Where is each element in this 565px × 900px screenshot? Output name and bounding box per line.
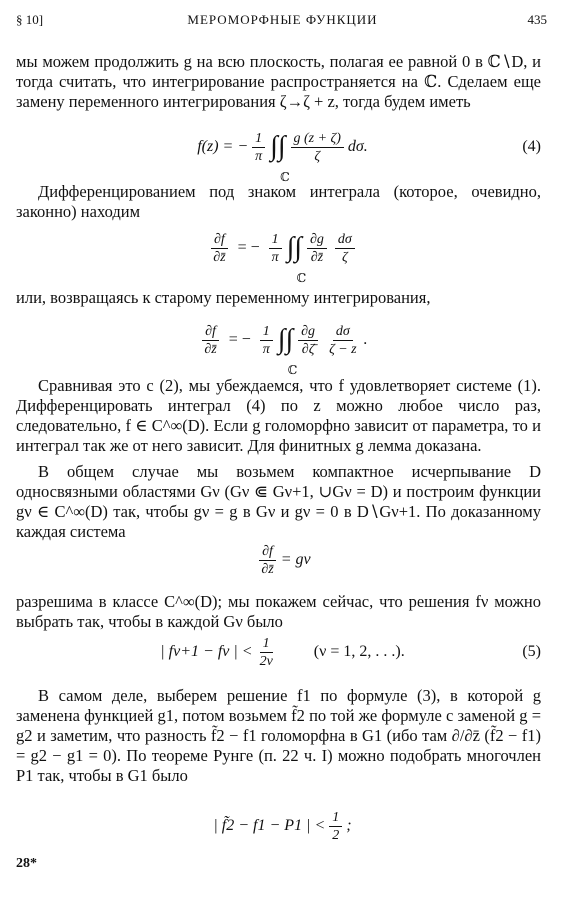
equation-number-4: (4): [522, 138, 541, 155]
formula-4-fraction: $\frac{g (z + \zeta)}{\zeta}$: [291, 130, 344, 165]
page-number: 435: [527, 12, 547, 27]
signature-mark: 28*: [16, 856, 37, 871]
paragraph-4: Сравнивая это с (2), мы убеждаемся, что f удовлетворяет системе (1). Дифференцировать интеграл (4) по z можно любое число раз, следовательно, f ∈ C^∞(D). Если g голоморфно зависит от параметра, то и интеграл так же от него зависит. Для финитных g лемма доказана.: [16, 376, 541, 455]
formula-4-integral: ∫∫ ℂ: [270, 131, 290, 184]
formula-c-rhs: = gν: [280, 551, 311, 568]
formula-5-condition: (ν = 1, 2, . . .).: [313, 643, 405, 660]
formula-a-integral: ∫∫ ℂ: [286, 232, 307, 285]
formula-5-lhs: | fν+1 − fν | <: [160, 643, 253, 660]
formula-6-tail: ;: [346, 817, 352, 834]
formula-5: [0, 632, 565, 672]
formula-a-frac2: $\frac{d\sigma}{\zeta}$: [335, 231, 355, 266]
formula-b-coef: $\frac{1}{\pi}$: [260, 323, 273, 358]
paragraph-7: В самом деле, выберем решение f1 по формуле (3), в которой g заменена функцией g1, потом возьмем f̃2 по той же формуле с заменой g = g2 и заметим, что разность f̃2 − f1 голоморфна в G1 (ибо там ∂/∂z̄ (f̃2 − f1) = g2 − g1 = 0). По теореме Рунге (п. 22 ч. I) можно подобрать многочлен P1 так, чтобы в G1 было: [16, 686, 541, 785]
formula-a-coef: $\frac{1}{\pi}$: [269, 231, 282, 266]
formula-b-frac1: $\frac{\partial g}{\partial\zetā}$: [298, 323, 318, 358]
formula-runge: [0, 806, 565, 846]
formula-4-lhs: f(z) = −: [197, 138, 249, 155]
formula-4: [0, 122, 565, 184]
formula-derivative-b: [0, 314, 565, 377]
paragraph-3: или, возвращаясь к старому переменному интегрирования,: [16, 288, 431, 307]
formula-4-coef: $\frac{1}{\pi}$: [252, 130, 265, 165]
formula-6-lhs: | f̃2 − f1 − P1 | <: [213, 817, 326, 834]
formula-a-frac1: $\frac{\partial g}{\partial z̄}$: [307, 231, 327, 266]
formula-a-lhs: $\frac{\partial f}{\partial z̄}$: [210, 231, 228, 266]
formula-c-lhs: $\frac{\partial f}{\partial z̄}$: [258, 543, 276, 578]
paragraph-6: разрешима в классе C^∞(D); мы покажем сейчас, что решения fν можно выбрать так, чтобы в каждой Gν было: [16, 592, 541, 631]
formula-5-bound: $\frac{1}{2\nu}$: [259, 635, 273, 669]
formula-a-eq: = −: [237, 239, 260, 256]
equation-number-5: (5): [522, 643, 541, 660]
formula-6-bound: $\frac{1}{2}$: [329, 809, 342, 844]
running-title: МЕРОМОРФНЫЕ ФУНКЦИИ: [187, 12, 378, 27]
paragraph-5: В общем случае мы возьмем компактное исчерпывание D односвязными областями Gν (Gν ⋐ Gν+1, ∪Gν = D) и построим функции gν ∈ C^∞(D) так, чтобы gν = g в Gν и gν = 0 в D∖Gν+1. По доказанному каждая система: [16, 462, 541, 541]
formula-b-frac2: $\frac{d\sigma}{\zeta - z}$: [329, 323, 357, 357]
formula-derivative-a: [0, 222, 565, 285]
paragraph-2: Дифференцированием под знаком интеграла (которое, очевидно, законно) находим: [16, 182, 541, 221]
formula-b-lhs: $\frac{\partial f}{\partial z̄}$: [201, 323, 219, 358]
formula-b-tail: .: [363, 331, 368, 348]
paragraph-1: мы можем продолжить g на всю плоскость, полагая ее равной 0 в ℂ∖D, и тогда считать, что интегрирование распространяется на ℂ. Сделаем еще замену переменного интегрирования ζ→ζ + z, тогда будем иметь: [16, 52, 541, 111]
formula-system: [0, 540, 565, 580]
section-marker: § 10]: [16, 12, 44, 27]
formula-b-eq: = −: [228, 331, 251, 348]
formula-4-tail: dσ.: [347, 138, 368, 155]
formula-b-integral: ∫∫ ℂ: [277, 324, 298, 377]
